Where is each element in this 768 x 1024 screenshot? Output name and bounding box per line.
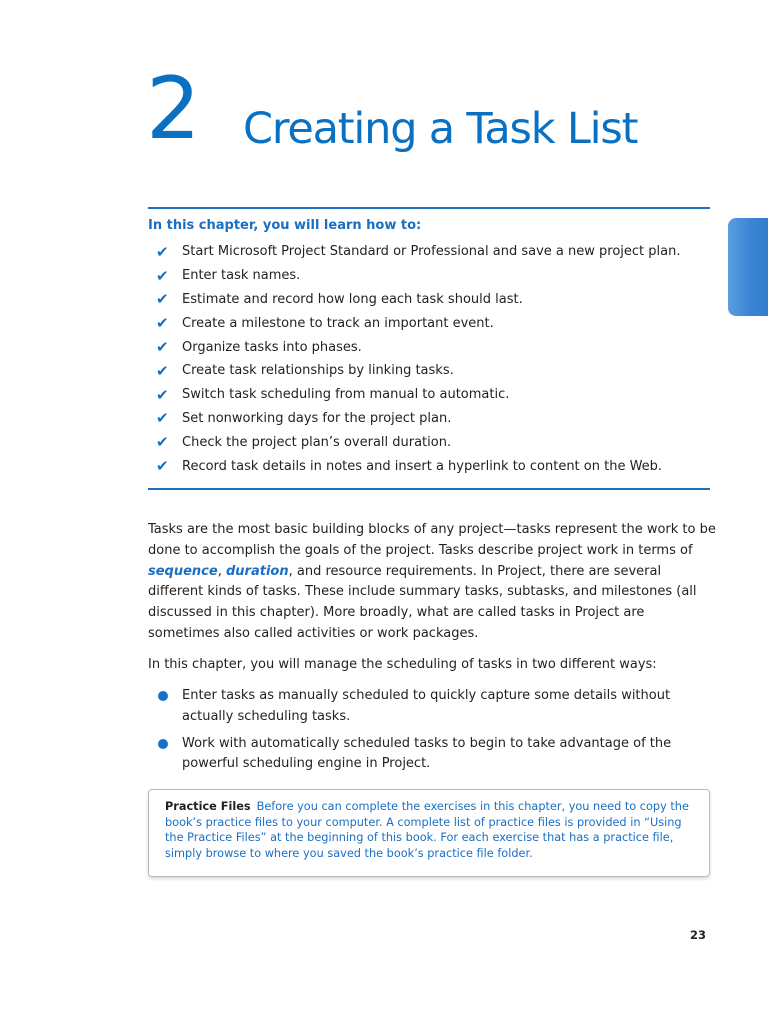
objectives-list: [156, 240, 680, 478]
objective-text: Check the project plan’s overall duration.: [182, 434, 452, 450]
objectives-bottom-rule: [148, 488, 710, 490]
objective-text: Organize tasks into phases.: [182, 339, 362, 355]
objective-item: [156, 311, 680, 335]
practice-files-label: Practice Files: [165, 800, 251, 813]
scheduling-paragraph: In this chapter, you will manage the scheduling of tasks in two different ways:: [148, 657, 657, 672]
check-icon: ✔: [156, 290, 169, 309]
intro-paragraph: [148, 520, 718, 645]
objective-item: [156, 288, 680, 312]
term-separator: ,: [217, 563, 226, 579]
bullet-item: [158, 686, 718, 728]
objective-item: [156, 264, 680, 288]
objective-text: Enter task names.: [182, 268, 301, 284]
check-icon: ✔: [156, 457, 169, 476]
objective-text: Create task relationships by linking tasks.: [182, 363, 454, 379]
check-icon: ✔: [156, 266, 169, 285]
check-icon: ✔: [156, 433, 169, 452]
objective-item: [156, 430, 680, 454]
check-icon: ✔: [156, 361, 169, 380]
chapter-title: Creating a Task List: [243, 104, 638, 154]
bullet-text: Enter tasks as manually scheduled to quickly capture some details without actually scheduling tasks.: [182, 688, 671, 724]
objective-text: Record task details in notes and insert a hyperlink to content on the Web.: [182, 458, 663, 474]
chapter-side-tab: [728, 218, 768, 316]
bullet-dot-icon: [158, 691, 168, 701]
intro-text-start: Tasks are the most basic building blocks of any project—tasks represent the work to be done to accomplish the goals of the project. Tasks describe project work in terms of: [148, 522, 716, 558]
objective-item: [156, 335, 680, 359]
practice-files-box: [148, 789, 710, 877]
objective-text: Start Microsoft Project Standard or Professional and save a new project plan.: [182, 244, 681, 260]
objective-item: [156, 383, 680, 407]
check-icon: ✔: [156, 338, 169, 357]
objective-text: Set nonworking days for the project plan.: [182, 410, 452, 426]
objective-item: [156, 407, 680, 431]
bullet-text: Work with automatically scheduled tasks to begin to take advantage of the powerful scheduling engine in Project.: [182, 735, 672, 772]
objective-item: [156, 240, 680, 264]
objective-item: [156, 359, 680, 383]
term-sequence: sequence: [148, 563, 218, 579]
objective-text: Create a milestone to track an important event.: [182, 315, 494, 331]
objective-text: Switch task scheduling from manual to automatic.: [182, 387, 510, 403]
objective-item: [156, 454, 680, 478]
page-number: 23: [690, 928, 707, 942]
objectives-top-rule: [148, 207, 710, 209]
practice-files-text: Before you can complete the exercises in this chapter, you need to copy the book’s practice files to your computer. A complete list of practice files is provided in “Using the Practice Files” at the beginning of this book. For each exercise that has a practice file, simply browse to where you saved the book’s practice file folder.: [165, 800, 689, 860]
bullet-dot-icon: [158, 739, 168, 749]
check-icon: ✔: [156, 385, 169, 404]
check-icon: ✔: [156, 314, 169, 333]
chapter-number: 2: [146, 59, 199, 159]
check-icon: ✔: [156, 409, 169, 428]
objectives-heading: In this chapter, you will learn how to:: [148, 218, 422, 233]
term-duration: duration: [225, 563, 289, 579]
intro-text-end: , and resource requirements. In Project, there are several different kinds of tasks. These include summary tasks, subtasks, and milestones (all discussed in this chapter). More broadly, what are called tasks in Project are sometimes also called activities or work packages.: [148, 563, 697, 641]
check-icon: ✔: [156, 242, 169, 261]
scheduling-bullets: [158, 686, 718, 781]
bullet-item: [158, 734, 718, 776]
objective-text: Estimate and record how long each task should last.: [182, 291, 523, 307]
